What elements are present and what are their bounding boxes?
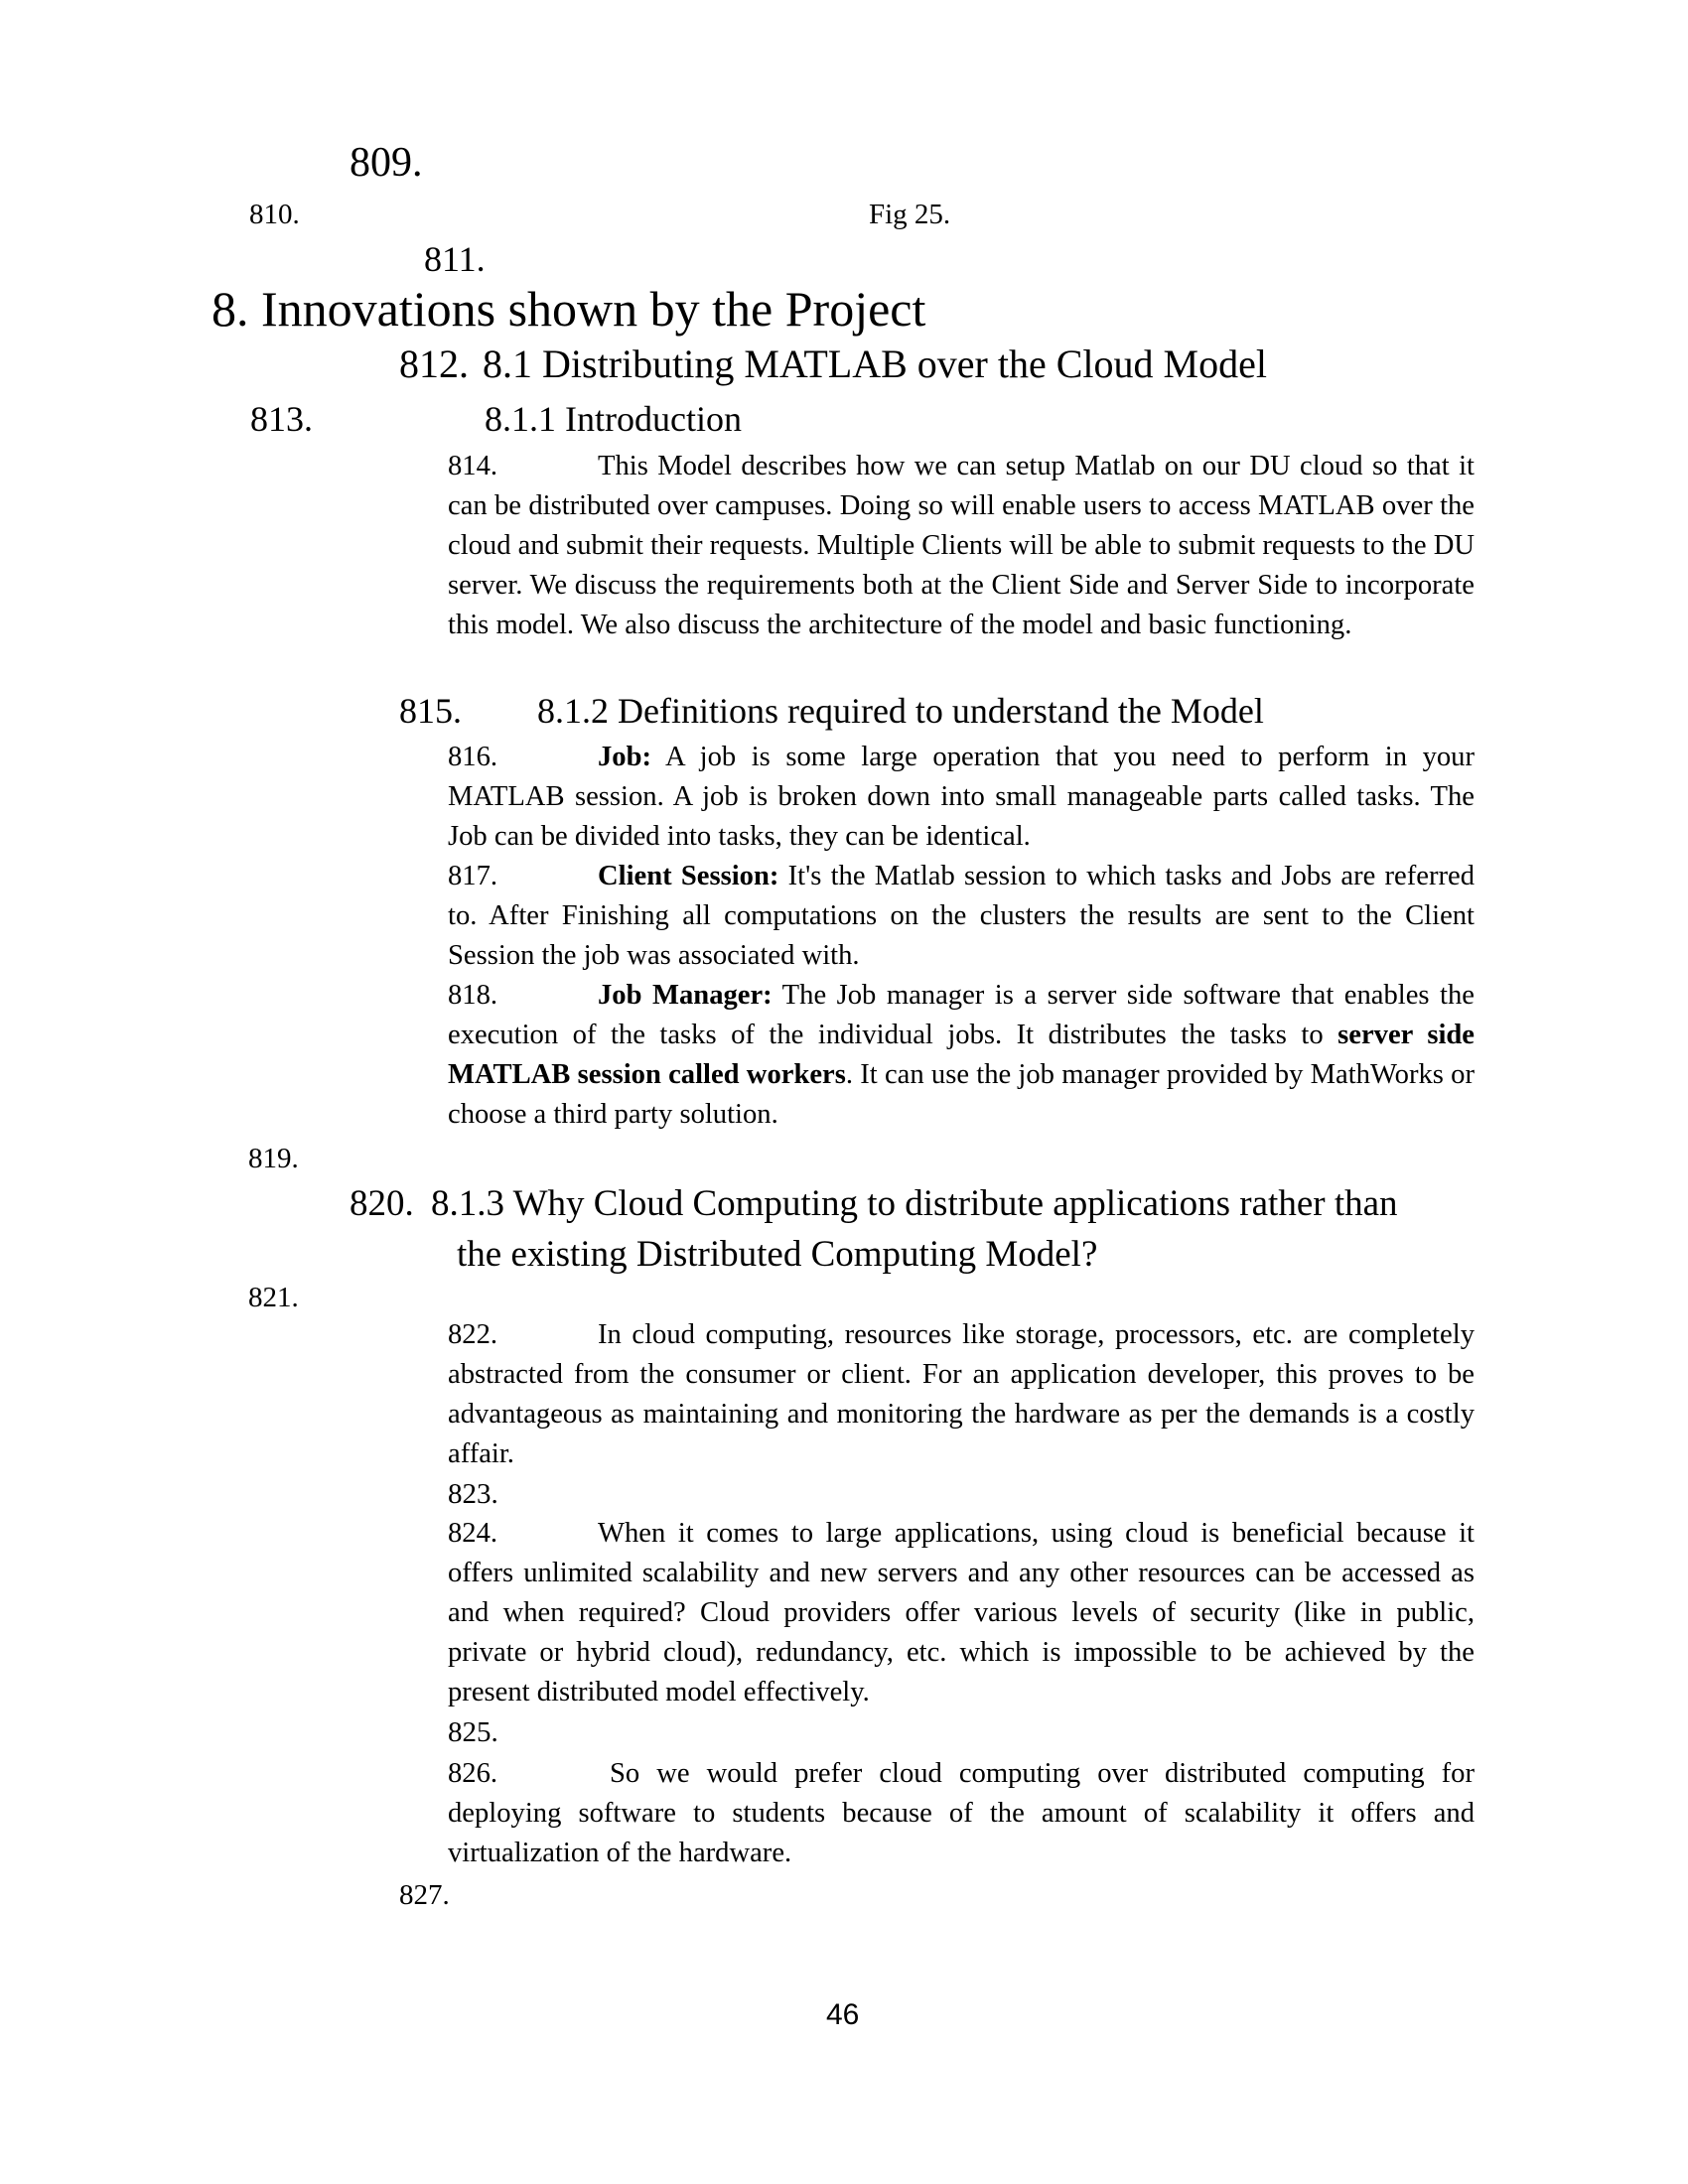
definition-job	[448, 738, 1475, 857]
section-title-line2: the existing Distributed Computing Model?	[457, 1234, 1098, 1275]
figure-caption: Fig 25.	[869, 199, 951, 230]
paragraph-number-821: 821.	[248, 1282, 299, 1313]
paragraph-number: 824.	[448, 1518, 498, 1549]
definition-job-manager	[448, 976, 1475, 1135]
paragraph-number: 814.	[448, 451, 498, 481]
paragraph-number-809: 809.	[350, 140, 423, 186]
section-heading-8-1	[399, 341, 1267, 387]
paragraph-number-827: 827.	[399, 1879, 450, 1911]
paragraph-number: 826.	[448, 1758, 498, 1789]
section-title: 8.1 Distributing MATLAB over the Cloud Model	[483, 341, 1267, 386]
paragraph-text: So we would prefer cloud computing over distributed computing for deploying software to students because of the amount of scalability it offers and virtualization of the hardware.	[448, 1758, 1475, 1868]
paragraph-number: 818.	[448, 980, 498, 1011]
paragraph-text: This Model describes how we can setup Matlab on our DU cloud so that it can be distributed over campuses. Doing so will enable users to access MATLAB over the cloud and submit their requests. Multiple Clients will be able to submit requests to the DU server. We discuss the requirements both at the Client Side and Server Side to incorporate this model. We also discuss the architecture of the model and basic functioning.	[448, 451, 1475, 640]
paragraph-number-811: 811.	[424, 239, 486, 279]
paragraph-number: 822.	[448, 1319, 498, 1350]
definition-term: Client Session:	[598, 861, 779, 891]
subsection-heading-8-1-1: 8.1.1 Introduction	[485, 399, 742, 439]
paragraph-824	[448, 1514, 1475, 1712]
paragraph-number-819: 819.	[248, 1143, 299, 1174]
section-number: 812.	[399, 341, 469, 386]
paragraph-number: 816.	[448, 742, 498, 772]
definition-emphasis: server side MATLAB session called workers	[448, 1020, 1476, 1090]
section-number-815: 815.	[399, 691, 462, 731]
subsection-heading-8-1-2: 8.1.2 Definitions required to understand the Model	[537, 691, 1264, 731]
definition-text: A job is some large operation that you need to perform in your MATLAB session. A job is broken down into small manageable parts called tasks. The Job can be divided into tasks, they can be identical.	[448, 742, 1475, 852]
paragraph-number-825: 825.	[448, 1716, 498, 1748]
paragraph-826	[448, 1754, 1475, 1873]
section-title-line1: 8.1.3 Why Cloud Computing to distribute applications rather than	[431, 1183, 1398, 1224]
definition-term: Job Manager:	[598, 980, 773, 1011]
paragraph-number-823: 823.	[448, 1478, 498, 1510]
definition-text-after: . It can use the job manager provided by MathWorks or choose a third party solution.	[448, 1059, 1475, 1130]
section-number: 820.	[350, 1183, 414, 1224]
figure-caption-number: 810.	[249, 199, 300, 230]
section-number-813: 813.	[250, 399, 313, 439]
definition-text: It's the Matlab session to which tasks and Jobs are referred to. After Finishing all computations on the clusters the results are sent to the Client Session the job was associated with.	[448, 861, 1475, 971]
definition-client-session	[448, 857, 1475, 976]
subsection-heading-8-1-3	[350, 1178, 1475, 1280]
definition-term: Job:	[598, 742, 652, 772]
paragraph-text: When it comes to large applications, using cloud is beneficial because it offers unlimited scalability and new servers and any other resources can be accessed as and when required? Cloud providers offer various levels of security (like in public, private or hybrid cloud), redundancy, etc. which is impossible to be achieved by the present distributed model effectively.	[448, 1518, 1475, 1707]
definition-text: The Job manager is a server side software that enables the execution of the tasks of the individual jobs. It distributes the tasks to	[448, 980, 1475, 1050]
page-number: 46	[826, 1998, 860, 2031]
paragraph-text: In cloud computing, resources like storage, processors, etc. are completely abstracted from the consumer or client. For an application developer, this proves to be advantageous as maintaining and monitoring the hardware as per the demands is a costly affair.	[448, 1319, 1475, 1469]
paragraph-822	[448, 1315, 1475, 1474]
paragraph-814	[448, 447, 1475, 645]
chapter-heading: 8. Innovations shown by the Project	[211, 281, 926, 337]
paragraph-number: 817.	[448, 861, 498, 891]
